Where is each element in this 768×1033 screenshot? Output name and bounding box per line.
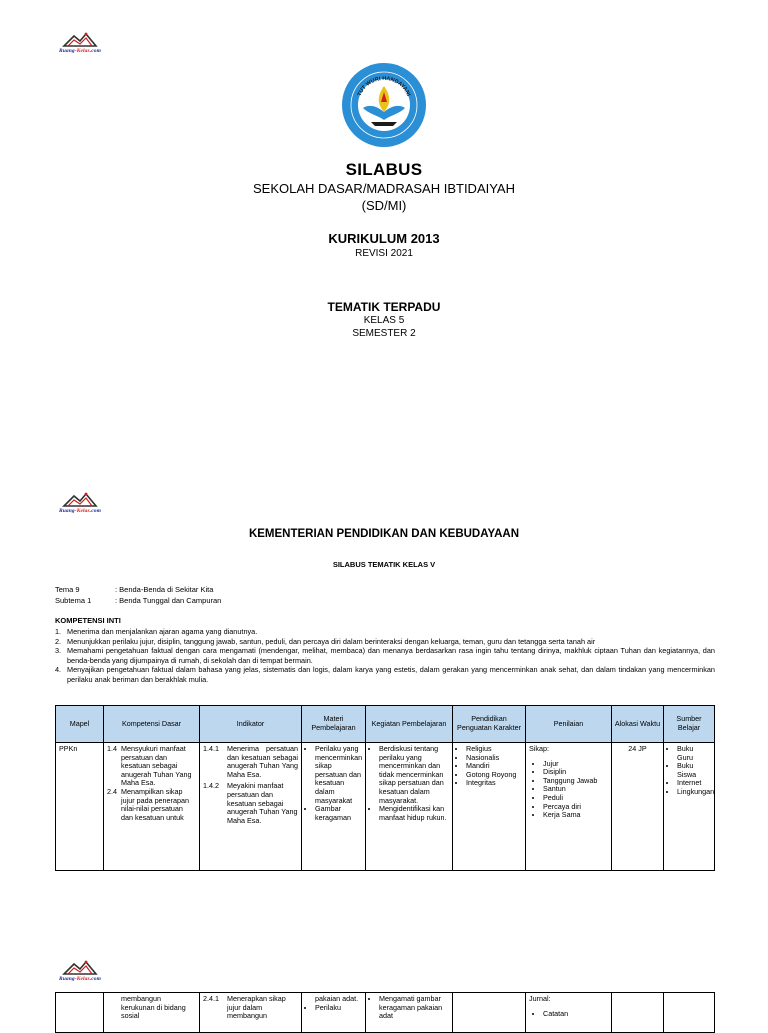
ruangkelas-logo bbox=[52, 30, 108, 54]
logo-brand-text: Ruang-Kelas.com bbox=[58, 508, 101, 514]
cell-indikator: 1.4.1 Menerima persatuan dan kesatuan sebagai anugerah Tuhan Yang Maha Esa. 1.4.2 Meyakini manfaat persatuan dan kesatuan sebagai anugerah Tuhan Yang Maha Esa. bbox=[200, 743, 302, 871]
ki-item: 3. Memahami pengetahuan faktual dengan cara mengamati (mendengar, melihat, membaca) dan menanya berdasarkan rasa ingin tahu tentang dirinya, makhluk ciptaan Tuhan dan kegiatannya, dan benda-benda yang dijumpainya di rumah, di sekolah dan di tempat bermain. bbox=[55, 646, 715, 665]
ki-item: 1. Menerima dan menjalankan ajaran agama yang dianutnya. bbox=[55, 627, 258, 636]
ki-list bbox=[55, 627, 715, 685]
header-indikator: Indikator bbox=[200, 706, 302, 743]
header-penilaian: Penilaian bbox=[526, 706, 612, 743]
cell-penilaian: Jurnal: • Catatan bbox=[526, 993, 612, 1033]
svg-text:TUT WURI HANDAYANI: TUT WURI HANDAYANI bbox=[356, 75, 412, 98]
cover-revision: REVISI 2021 bbox=[355, 248, 413, 259]
header-alokasi: Alokasi Waktu bbox=[612, 706, 664, 743]
ruangkelas-logo-icon bbox=[60, 490, 100, 510]
tema-label: Tema 9 bbox=[55, 585, 80, 594]
cell-sumber bbox=[664, 993, 715, 1033]
cell-karakter bbox=[453, 993, 526, 1033]
subtema-value: : Benda Tunggal dan Campuran bbox=[115, 596, 222, 605]
cell-alokasi: 24 JP bbox=[612, 743, 664, 871]
header-karakter: Pendidikan Penguatan Karakter bbox=[453, 706, 526, 743]
cell-mapel bbox=[56, 993, 104, 1033]
table-header-row bbox=[56, 706, 715, 743]
cell-indikator: 2.4.1 Menerapkan sikap jujur dalam membangun bbox=[200, 993, 302, 1033]
subtema-label: Subtema 1 bbox=[55, 596, 92, 605]
table-row bbox=[56, 743, 715, 871]
cover-grade: KELAS 5 bbox=[363, 315, 405, 326]
cell-materi: pakaian adat. • Perilaku bbox=[302, 993, 366, 1033]
subtema-line bbox=[55, 596, 221, 606]
ki-item: 4. Menyajikan pengetahuan faktual dalam bahasa yang jelas, sistematis dan logis, dalam karya yang estetis, dalam gerakan yang mencerminkan anak sehat, dan dalam tindakan yang mencerminkan perilaku anak beriman dan berakhlak mulia. bbox=[55, 665, 715, 684]
header-kegiatan: Kegiatan Pembelajaran bbox=[366, 706, 453, 743]
syllabus-subtitle: SILABUS TEMATIK KELAS V bbox=[332, 560, 436, 569]
ruangkelas-logo bbox=[52, 490, 108, 514]
syllabus-table-continued bbox=[55, 992, 715, 1033]
cover-page bbox=[0, 0, 768, 470]
cell-karakter: • Religius • Nasionalis • Mandiri • Gotong Royong • Integritas bbox=[453, 743, 526, 871]
cell-alokasi bbox=[612, 993, 664, 1033]
tut-wuri-handayani-emblem bbox=[341, 62, 427, 148]
ki-item: 2. Menunjukkan perilaku jujur, disiplin, tanggung jawab, santun, peduli, dan percaya diri dalam berinteraksi dengan keluarga, teman, guru dan tetangga serta tanah air bbox=[55, 636, 596, 646]
ruangkelas-logo-icon bbox=[60, 30, 100, 50]
ruangkelas-logo bbox=[52, 958, 108, 982]
cell-mapel: PPKn bbox=[56, 743, 104, 871]
header-materi: Materi Pembelajaran bbox=[302, 706, 366, 743]
tema-value: : Benda-Benda di Sekitar Kita bbox=[115, 585, 214, 594]
header-mapel: Mapel bbox=[56, 706, 104, 743]
cell-penilaian: Sikap: • Jujur • Disiplin • Tanggung Jawab • Santun • Peduli • Percaya diri • Kerja Sama bbox=[526, 743, 612, 871]
ministry-heading: KEMENTERIAN PENDIDIKAN DAN KEBUDAYAAN bbox=[248, 528, 520, 540]
cover-semester: SEMESTER 2 bbox=[352, 328, 416, 339]
ruangkelas-logo-icon bbox=[60, 958, 100, 978]
tema-line bbox=[55, 585, 213, 595]
cover-subject: TEMATIK TERPADU bbox=[327, 300, 441, 314]
cell-materi: • Perilaku yang mencerminkan sikap persatuan dan kesatuan dalam masyarakat • Gambar keragaman bbox=[302, 743, 366, 871]
cover-title: SILABUS bbox=[345, 160, 423, 179]
cell-sumber: • Buku Guru • Buku Siswa • Internet • Lingkungan bbox=[664, 743, 715, 871]
syllabus-table bbox=[55, 705, 715, 871]
logo-brand-text: Ruang-Kelas.com bbox=[58, 976, 101, 982]
header-sumber: Sumber Belajar bbox=[664, 706, 715, 743]
ki-title: KOMPETENSI INTI bbox=[55, 616, 121, 625]
table-row bbox=[56, 993, 715, 1033]
cover-school: SEKOLAH DASAR/MADRASAH IBTIDAIYAH bbox=[253, 181, 515, 196]
cover-curriculum: KURIKULUM 2013 bbox=[328, 231, 440, 246]
cell-kegiatan: • Berdiskusi tentang perilaku yang mencerminkan dan tidak mencerminkan sikap persatuan dan kesatuan dalam masyarakat. • Mengidentifikasi kan manfaat hidup rukun. bbox=[366, 743, 453, 871]
cover-school-abbr: (SD/MI) bbox=[361, 198, 407, 213]
header-kompetensi-dasar: Kompetensi Dasar bbox=[104, 706, 200, 743]
cell-kegiatan: • Mengamati gambar keragaman pakaian adat bbox=[366, 993, 453, 1033]
logo-brand-text: Ruang-Kelas.com bbox=[58, 48, 101, 54]
cell-kompetensi-dasar: 1.4 Mensyukuri manfaat persatuan dan kesatuan sebagai anugerah Tuhan Yang Maha Esa. 2.4 Menampilkan sikap jujur pada penerapan nilai-nilai persatuan dan kesatuan untuk bbox=[104, 743, 200, 871]
cell-kompetensi-dasar: membangun kerukunan di bidang sosial bbox=[104, 993, 200, 1033]
